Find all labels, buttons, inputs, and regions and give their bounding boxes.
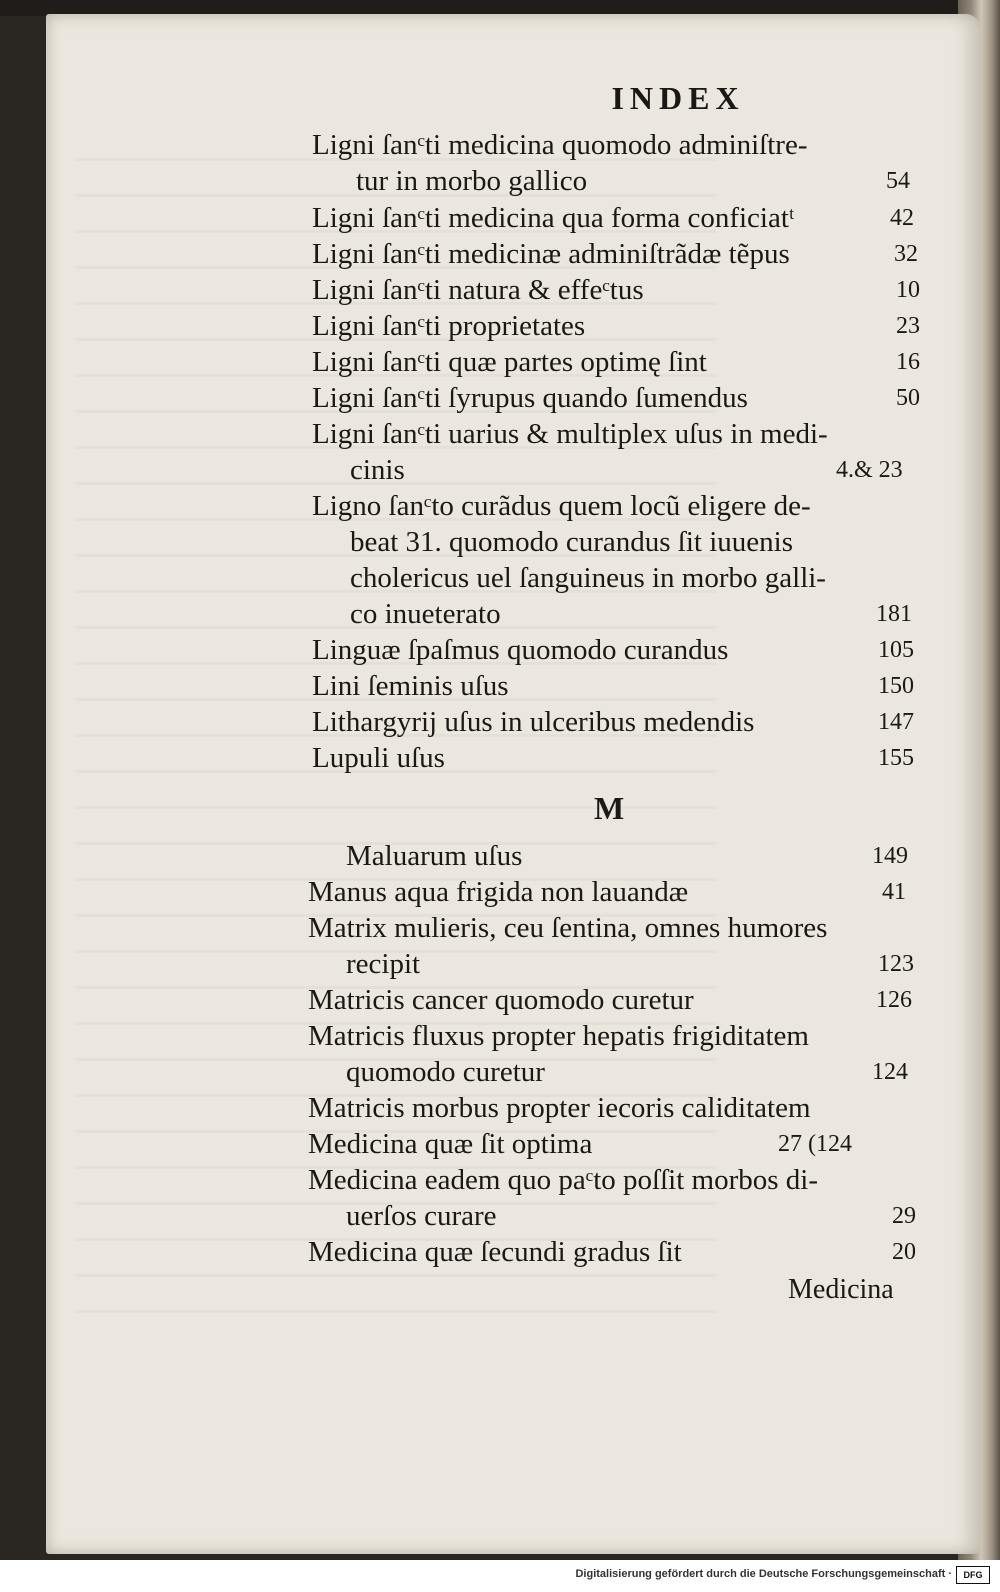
page-number: 50 [896, 385, 920, 411]
index-line: tur in morbo gallico [356, 165, 588, 197]
page-number: 126 [876, 987, 912, 1013]
index-line: Ligno ſanᶜto curãdus quem locũ eligere de- [312, 490, 811, 522]
index-line: cholericus uel ſanguineus in morbo galli- [350, 562, 826, 594]
index-line: Ligni ſanᶜti medicina qua forma conficiatᵗ [312, 202, 795, 234]
section-letter: M [594, 790, 625, 826]
page-number: 105 [878, 637, 914, 663]
index-line: Matricis cancer quomodo curetur [308, 984, 694, 1016]
page-number: 32 [894, 241, 918, 267]
index-line: beat 31. quomodo curandus ſit iuuenis [350, 526, 793, 558]
index-line: Medicina quæ ſit optima [308, 1128, 593, 1160]
book-page [46, 14, 980, 1554]
index-line: Maluarum uſus [346, 840, 523, 872]
index-line: Medicina quæ ſecundi gradus ſit [308, 1236, 682, 1268]
catchword: Medicina [788, 1274, 894, 1305]
index-line: uerſos curare [346, 1200, 497, 1232]
page-number: 10 [896, 277, 920, 303]
page-number: 4.& 23 [836, 457, 903, 483]
index-line: Lini ſeminis uſus [312, 670, 509, 702]
page-number: 16 [896, 349, 920, 375]
index-line: Matricis fluxus propter hepatis frigiditatem [308, 1020, 809, 1052]
index-line: Lithargyrij uſus in ulceribus medendis [312, 706, 755, 738]
page-number: 27 (124 [778, 1131, 852, 1157]
index-line: cinis [350, 454, 405, 486]
index-line: Lupuli uſus [312, 742, 445, 774]
page-number: 42 [890, 205, 914, 231]
running-head: INDEX [611, 80, 745, 116]
funding-credit: Digitalisierung gefördert durch die Deutsche Forschungsgemeinschaft · [575, 1568, 952, 1580]
index-line: Ligni ſanᶜti medicinæ adminiſtrãdæ tẽpus [312, 238, 790, 270]
index-line: Ligni ſanᶜti uarius & multiplex uſus in medi- [312, 418, 828, 450]
index-line: Manus aqua frigida non lauandæ [308, 876, 689, 908]
index-line: recipit [346, 948, 421, 980]
index-line: Matrix mulieris, ceu ſentina, omnes humores [308, 912, 828, 944]
index-line: Ligni ſanᶜti medicina quomodo adminiſtre- [312, 129, 808, 161]
index-line: Linguæ ſpaſmus quomodo curandus [312, 634, 729, 666]
index-line: Matricis morbus propter iecoris caliditatem [308, 1092, 811, 1124]
index-line: quomodo curetur [346, 1056, 545, 1088]
page-number: 123 [878, 951, 914, 977]
page-number: 29 [892, 1203, 916, 1229]
index-line: co inueterato [350, 598, 501, 630]
index-line: Medicina eadem quo paᶜto poſſit morbos di- [308, 1164, 818, 1196]
index-line: Ligni ſanᶜti ſyrupus quando ſumendus [312, 382, 748, 414]
digitization-footer [0, 1560, 1000, 1592]
page-number: 54 [886, 168, 910, 194]
index-line: Ligni ſanᶜti proprietates [312, 310, 586, 342]
index-entries [46, 14, 980, 1554]
index-line: Ligni ſanᶜti quæ partes optimę ſint [312, 346, 707, 378]
page-number: 41 [882, 879, 906, 905]
index-line: Ligni ſanᶜti natura & effeᶜtus [312, 274, 644, 306]
page-number: 155 [878, 745, 914, 771]
page-number: 124 [872, 1059, 908, 1085]
page-number: 150 [878, 673, 914, 699]
page-number: 147 [878, 709, 914, 735]
dfg-logo: DFG [956, 1566, 990, 1584]
page-number: 20 [892, 1239, 916, 1265]
page-number: 181 [876, 601, 912, 627]
page-number: 149 [872, 843, 908, 869]
page-number: 23 [896, 313, 920, 339]
